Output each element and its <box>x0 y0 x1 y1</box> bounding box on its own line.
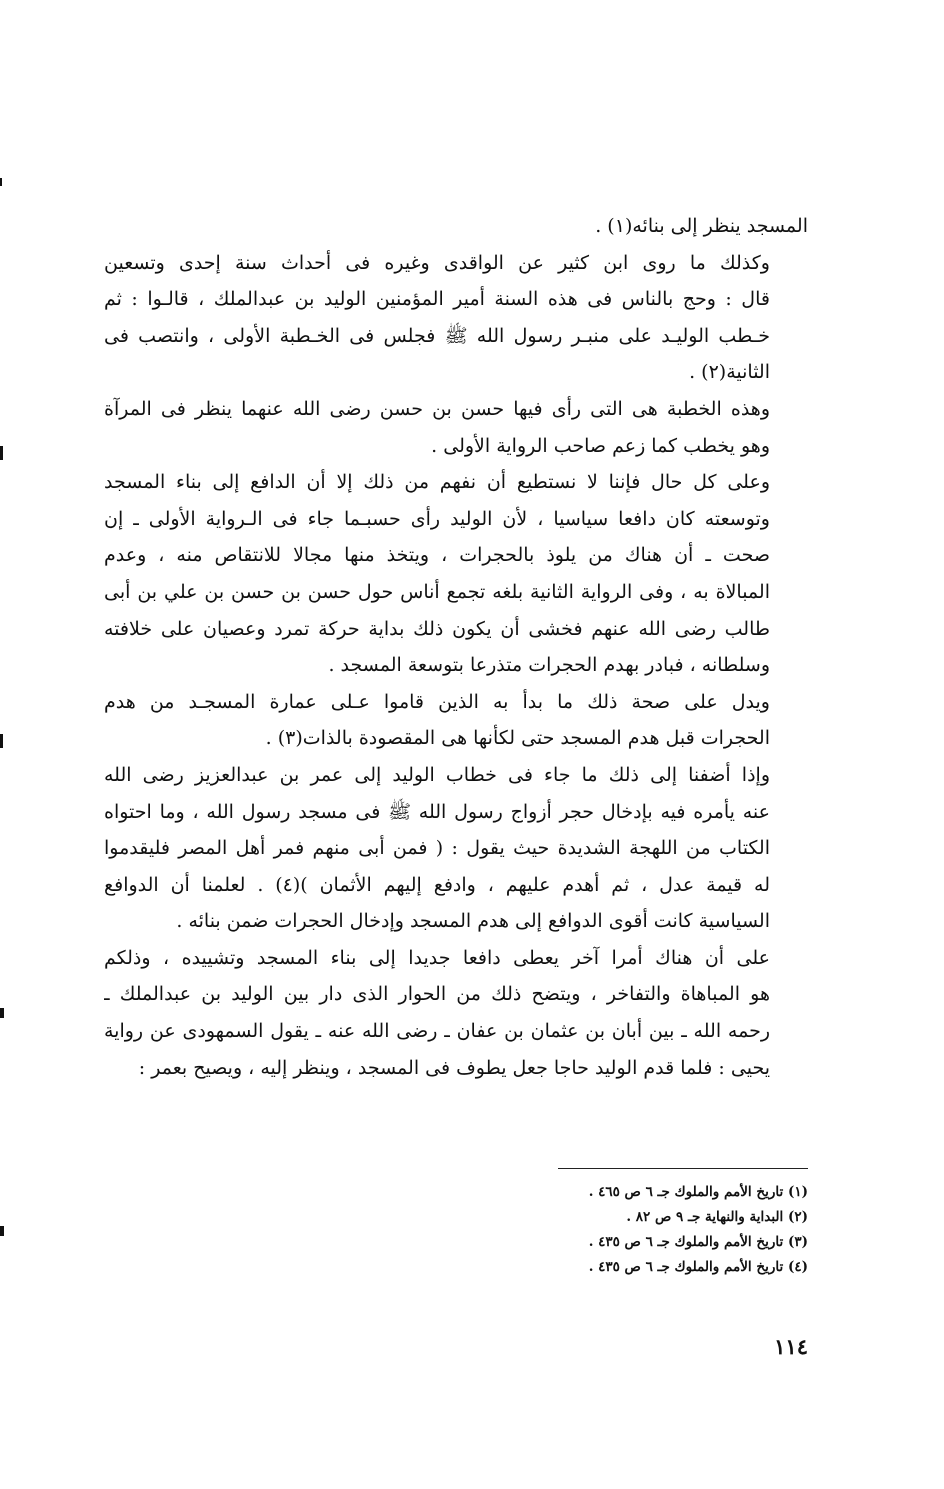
scan-margin-mark <box>0 1226 4 1236</box>
scan-margin-mark <box>0 734 3 748</box>
text-line: وسلطانه ، فبادر بهدم الحجرات متذرعا بتوسعة المسجد . <box>328 654 770 677</box>
text-line: على أن هناك أمرا آخر يعطى دافعا جديدا إلى بناء المسجد وتشييده ، وذلكم <box>104 946 770 969</box>
main-text <box>104 208 808 1086</box>
text-line: عنه يأمره فيه بإدخال حجر أزواج رسول الله ﷺ فى مسجد رسول الله ، وما احتواه <box>104 800 770 823</box>
text-line: وعلى كل حال فإننا لا نستطيع أن نفهم من ذلك إلا أن الدافع إلى بناء المسجد <box>104 471 770 494</box>
paragraph <box>104 391 808 464</box>
text-line: وهذه الخطبة هى التى رأى فيها حسن بن حسن رضى الله عنهما ينظر فى المرآة <box>104 397 770 420</box>
text-line: رحمه الله ـ بين أبان بن عثمان بن عفان ـ رضى الله عنه ـ يقول السمهودى عن رواية <box>104 1020 770 1043</box>
footnote-4: (٤) تاريخ الأمم والملوك جـ ٦ ص ٤٣٥ . <box>588 1259 808 1275</box>
text-line: له قيمة عدل ، ثم أهدم عليهم ، وادفع إليهم الأثمان )(٤) . لعلمنا أن الدوافع <box>104 873 770 896</box>
text-line: وهو يخطب كما زعم صاحب الرواية الأولى . <box>431 434 770 457</box>
text-line: صحت ـ أن هناك من يلوذ بالحجرات ، ويتخذ منها مجالا للانتقاص منه ، وعدم <box>104 544 770 567</box>
page-number: ١١٤ <box>774 1334 808 1359</box>
paragraph <box>104 208 808 245</box>
text-line: هو المباهاة والتفاخر ، ويتضح ذلك من الحوار الذى دار بين الوليد بن عبدالملك ـ <box>104 983 770 1006</box>
text-line: وتوسعته كان دافعا سياسيا ، لأن الوليد رأى حسبـما جاء فى الـرواية الأولى ـ إن <box>104 507 770 530</box>
scan-margin-mark <box>0 178 2 186</box>
scan-margin-mark <box>0 446 3 460</box>
paragraph <box>104 464 808 684</box>
text-line: الكتاب من اللهجة الشديدة حيث يقول : ( فمن أبى منهم فمر أهل المصر فليقدموا <box>104 837 770 860</box>
text-line: السياسية كانت أقوى الدوافع إلى هدم المسجد وإدخال الحجرات ضمن بنائه . <box>176 910 770 933</box>
footnote-separator <box>558 1168 808 1169</box>
paragraph <box>104 245 808 391</box>
paragraph <box>104 940 808 1086</box>
scan-margin-mark <box>0 1008 4 1018</box>
footnote-1: (١) تاريخ الأمم والملوك جـ ٦ ص ٤٦٥ . <box>588 1184 808 1200</box>
text-line: المسجد ينظر إلى بنائه(١) . <box>595 215 808 237</box>
footnotes <box>500 1180 808 1280</box>
text-line: طالب رضى الله عنهم فخشى أن يكون ذلك بداية حركة تمرد وعصيان على خلافته <box>104 617 770 640</box>
text-line: يحيى : فلما قدم الوليد حاجا جعل يطوف فى المسجد ، وينظر إليه ، ويصيح بعمر : <box>138 1056 770 1079</box>
paragraph <box>104 757 808 940</box>
text-line: ويدل على صحة ذلك ما بدأ به الذين قاموا عـلى عمارة المسجـد من هدم <box>104 690 770 713</box>
text-line: الثانية(٢) . <box>689 361 770 384</box>
text-line: وكذلك ما روى ابن كثير عن الواقدى وغيره فى أحداث سنة إحدى وتسعين <box>104 251 770 274</box>
text-line: وإذا أضفنا إلى ذلك ما جاء فى خطاب الوليد إلى عمر بن عبدالعزيز رضى الله <box>104 763 770 786</box>
text-line: الحجرات قبل هدم المسجد حتى لكأنها هى المقصودة بالذات(٣) . <box>265 727 770 750</box>
paragraph <box>104 684 808 757</box>
text-line: المبالاة به ، وفى الرواية الثانية بلغه تجمع أناس حول حسن بن حسن بن علي بن أبى <box>104 580 770 603</box>
text-line: قال : وحج بالناس فى هذه السنة أمير المؤمنين الوليد بن عبدالملك ، قالـوا : ثم <box>104 288 770 311</box>
footnote-3: (٣) تاريخ الأمم والملوك جـ ٦ ص ٤٣٥ . <box>588 1234 808 1250</box>
text-line: خـطب الوليـد على منبـر رسول الله ﷺ فجلس فى الخـطبة الأولى ، وانتصب فى <box>104 324 770 347</box>
footnote-2: (٢) البداية والنهاية جـ ٩ ص ٨٢ . <box>626 1209 808 1225</box>
